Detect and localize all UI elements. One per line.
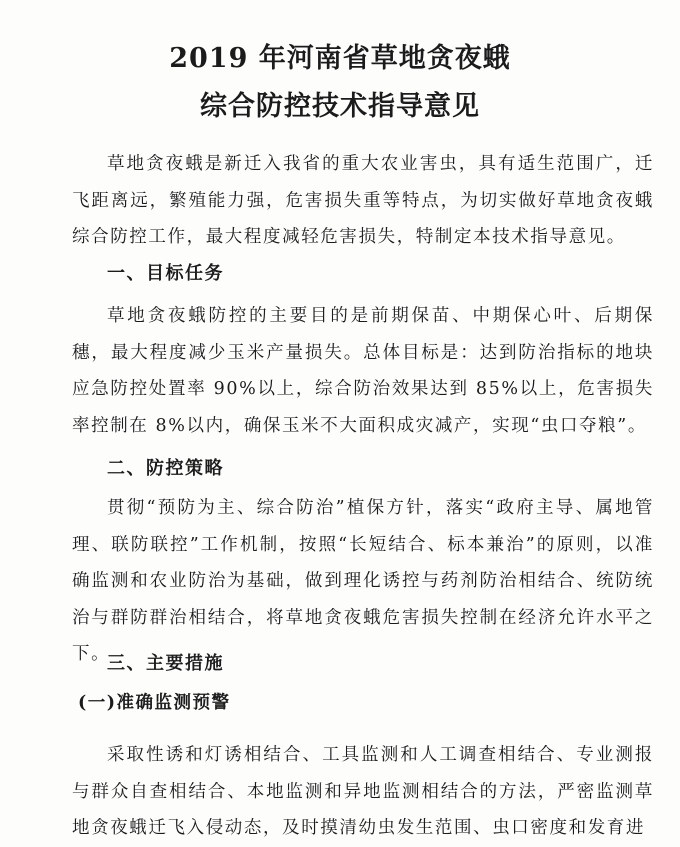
document-title-line-1: 2019 年河南省草地贪夜蛾: [169, 43, 511, 75]
subsection-heading-monitoring: (一)准确监测预警: [78, 693, 231, 713]
subsection-body-monitoring: 采取性诱和灯诱相结合、工具监测和人工调查相结合、专业测报与群众自查相结合、本地监测和异地监测相结合的方法，严密监测草地贪夜蛾迁飞入侵动态，及时摸清幼虫发生范围、虫口密度和发育进: [72, 745, 654, 838]
section-heading-measures: 三、主要措施: [107, 653, 224, 674]
section-heading-goals: 一、目标任务: [107, 263, 224, 284]
section-body-goals: 草地贪夜蛾防控的主要目的是前期保苗、中期保心叶、后期保穗，最大程度减少玉米产量损失。总体目标是：达到防治指标的地块应急防控处置率 90%以上，综合防治效果达到 85%以上，危害损失率控制在 8%以内，确保玉米不大面积成灾减产，实现“虫口夺粮”。: [72, 306, 654, 436]
document-title-line-2: 综合防控技术指导意见: [200, 91, 480, 123]
section-body-strategy: 贯彻“预防为主、综合防治”植保方针，落实“政府主导、属地管理、联防联控”工作机制，按照“长短结合、标本兼治”的原则，以准确监测和农业防治为基础，做到理化诱控与药剂防治相结合、统防统治与群防群治相结合，将草地贪夜蛾危害损失控制在经济允许水平之下。: [72, 498, 654, 664]
intro-paragraph: 草地贪夜蛾是新迁入我省的重大农业害虫，具有适生范围广，迁飞距离远，繁殖能力强，危害损失重等特点，为切实做好草地贪夜蛾综合防控工作，最大程度减轻危害损失，特制定本技术指导意见。: [72, 154, 654, 247]
section-heading-strategy: 二、防控策略: [107, 458, 224, 479]
